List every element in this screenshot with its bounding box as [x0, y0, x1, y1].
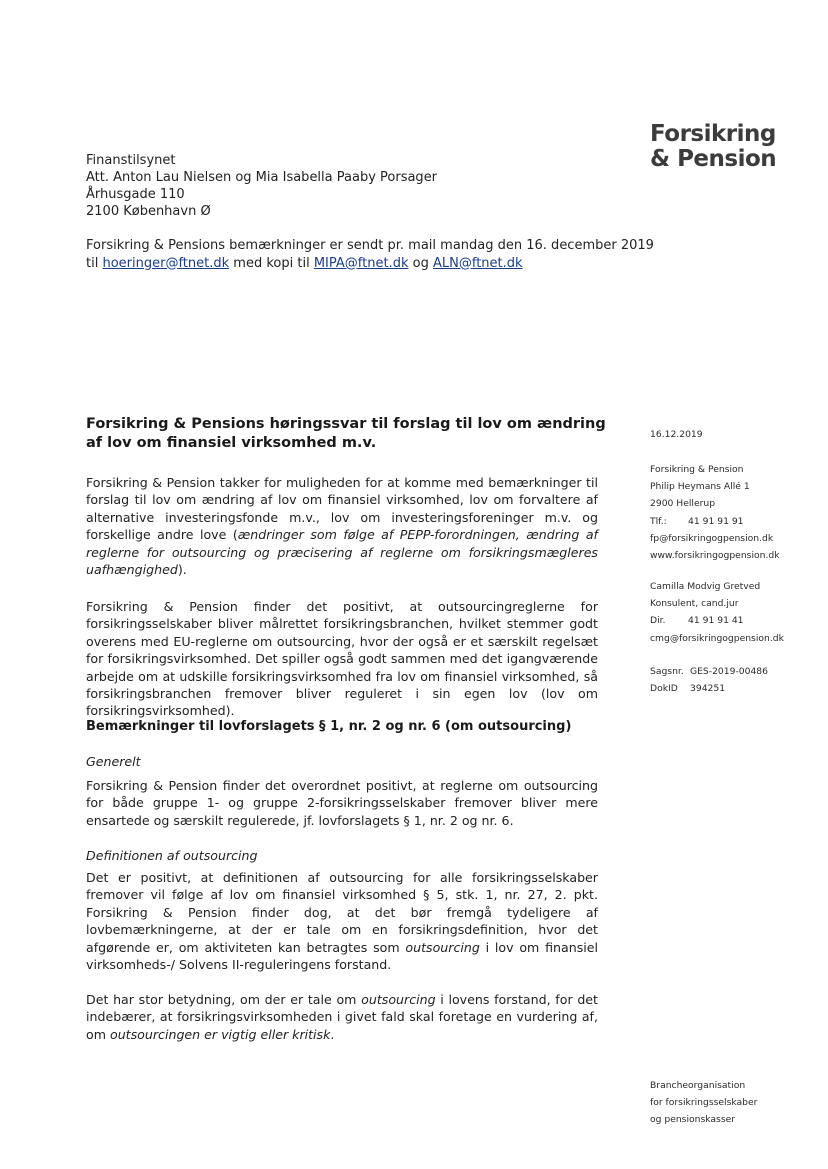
logo-line-2: & Pension — [650, 146, 777, 172]
sidebar-date: 16.12.2019 — [650, 429, 703, 440]
org-website: www.forsikringogpension.dk — [650, 550, 780, 562]
recipient-att: Att. Anton Lau Nielsen og Mia Isabella Paaby Porsager — [86, 170, 438, 185]
forsikring-pension-logo — [650, 122, 790, 172]
email-link-hoeringer[interactable]: hoeringer@ftnet.dk — [102, 255, 230, 271]
sidebar-org-contact: Forsikring & Pension Philip Heymans Allé 1 2900 Hellerup Tlf.: 41 91 91 91 fp@forsikringogpension.dk www.forsikringogpension.dk — [650, 461, 810, 564]
subheading-definition: Definitionen af outsourcing — [86, 848, 258, 863]
paragraph-intro: Forsikring & Pension takker for muligheden for at komme med bemærkninger til forslag til lov om ændring af lov om finansiel virksomhed, lov om forvaltere af alternative investeringsfonde m.v., lov om investeringsforeninger m.v. og forskellige andre love (ændringer som følge af PEPP-forordningen, ændring af reglerne for outsourcing og præcisering af reglerne om forsikringsmægleres uafhængighed). — [86, 475, 598, 578]
sidebar-case-ids: Sagsnr. GES-2019-00486 DokID 394251 — [650, 666, 768, 695]
org-email: fp@forsikringogpension.dk — [650, 532, 774, 544]
paragraph-betydning: Det har stor betydning, om der er tale om outsourcing i lovens forstand, for det indebærer, at forsikringsvirksomheden i givet fald skal foretage en vurdering af, om outsourcingen er vigtig eller kritisk. — [86, 992, 598, 1042]
sidebar-footer: Brancheorganisation for forsikringsselskaber og pensionskasser — [650, 1080, 758, 1126]
paragraph-definition: Det er positivt, at definitionen af outsourcing for alle forsikringsselskaber fremover vil følge af lov om finansiel virksomhed § 5, stk. 1, nr. 27, 2. pkt. Forsikring & Pension finder dog, at det bør fremgå tydeligere af lovbemærkningerne, at der er tale om en forsikringsdefinition, hvor det afgørende er, om aktiviteten kan betragtes som outsourcing i lov om finansiel virksomheds-/ Solvens II-reguleringens forstand. — [86, 870, 598, 973]
sent-notice — [86, 237, 654, 272]
section-heading: Bemærkninger til lovforslagets § 1, nr. 2 og nr. 6 (om outsourcing) — [86, 719, 572, 734]
paragraph-positive: Forsikring & Pension finder det positivt, at outsourcingreglerne for forsikringsselskaber bliver målrettet forsikringsbranchen, hvilket stemmer godt overens med EU-reglerne om outsourcing, hvor der også er et særskilt regelsæt for forsikringsvirksomhed. Det spiller også godt sammen med det igangværende arbejde om at udskille forsikringsvirksomhed fra lov om finansiel virksomhed, så forsikringsbranchen fremover bliver reguleret i sin egen lov (lov om forsikringsvirksomhed). — [86, 599, 598, 719]
logo-line-1: Forsikring — [650, 121, 776, 147]
document-title: Forsikring & Pensions høringssvar til forslag til lov om ændring af lov om finansiel virksomhed m.v. — [86, 416, 606, 451]
sent-line-1: Forsikring & Pensions bemærkninger er sendt pr. mail mandag den 16. december 2019 — [86, 238, 654, 253]
recipient-street: Århusgade 110 — [86, 187, 185, 202]
recipient-city: 2100 København Ø — [86, 204, 211, 219]
sent-line-2: til hoeringer@ftnet.dk med kopi til MIPA@ftnet.dk og ALN@ftnet.dk — [86, 255, 523, 271]
person-email: cmg@forsikringogpension.dk — [650, 632, 784, 644]
subheading-generelt: Generelt — [86, 754, 141, 769]
sidebar-person-contact: Camilla Modvig Gretved Konsulent, cand.jur Dir. 41 91 91 41 cmg@forsikringogpension.dk — [650, 578, 810, 647]
recipient-org: Finanstilsynet — [86, 153, 176, 168]
email-link-aln[interactable]: ALN@ftnet.dk — [432, 255, 523, 271]
paragraph-generelt: Forsikring & Pension finder det overordnet positivt, at reglerne om outsourcing for både gruppe 1- og gruppe 2-forsikringsselskaber fremover bliver mere ensartede og særskilt regulerede, jf. lovforslagets § 1, nr. 2 og nr. 6. — [86, 778, 598, 828]
email-link-mipa[interactable]: MIPA@ftnet.dk — [313, 255, 409, 271]
recipient-address — [86, 152, 437, 220]
